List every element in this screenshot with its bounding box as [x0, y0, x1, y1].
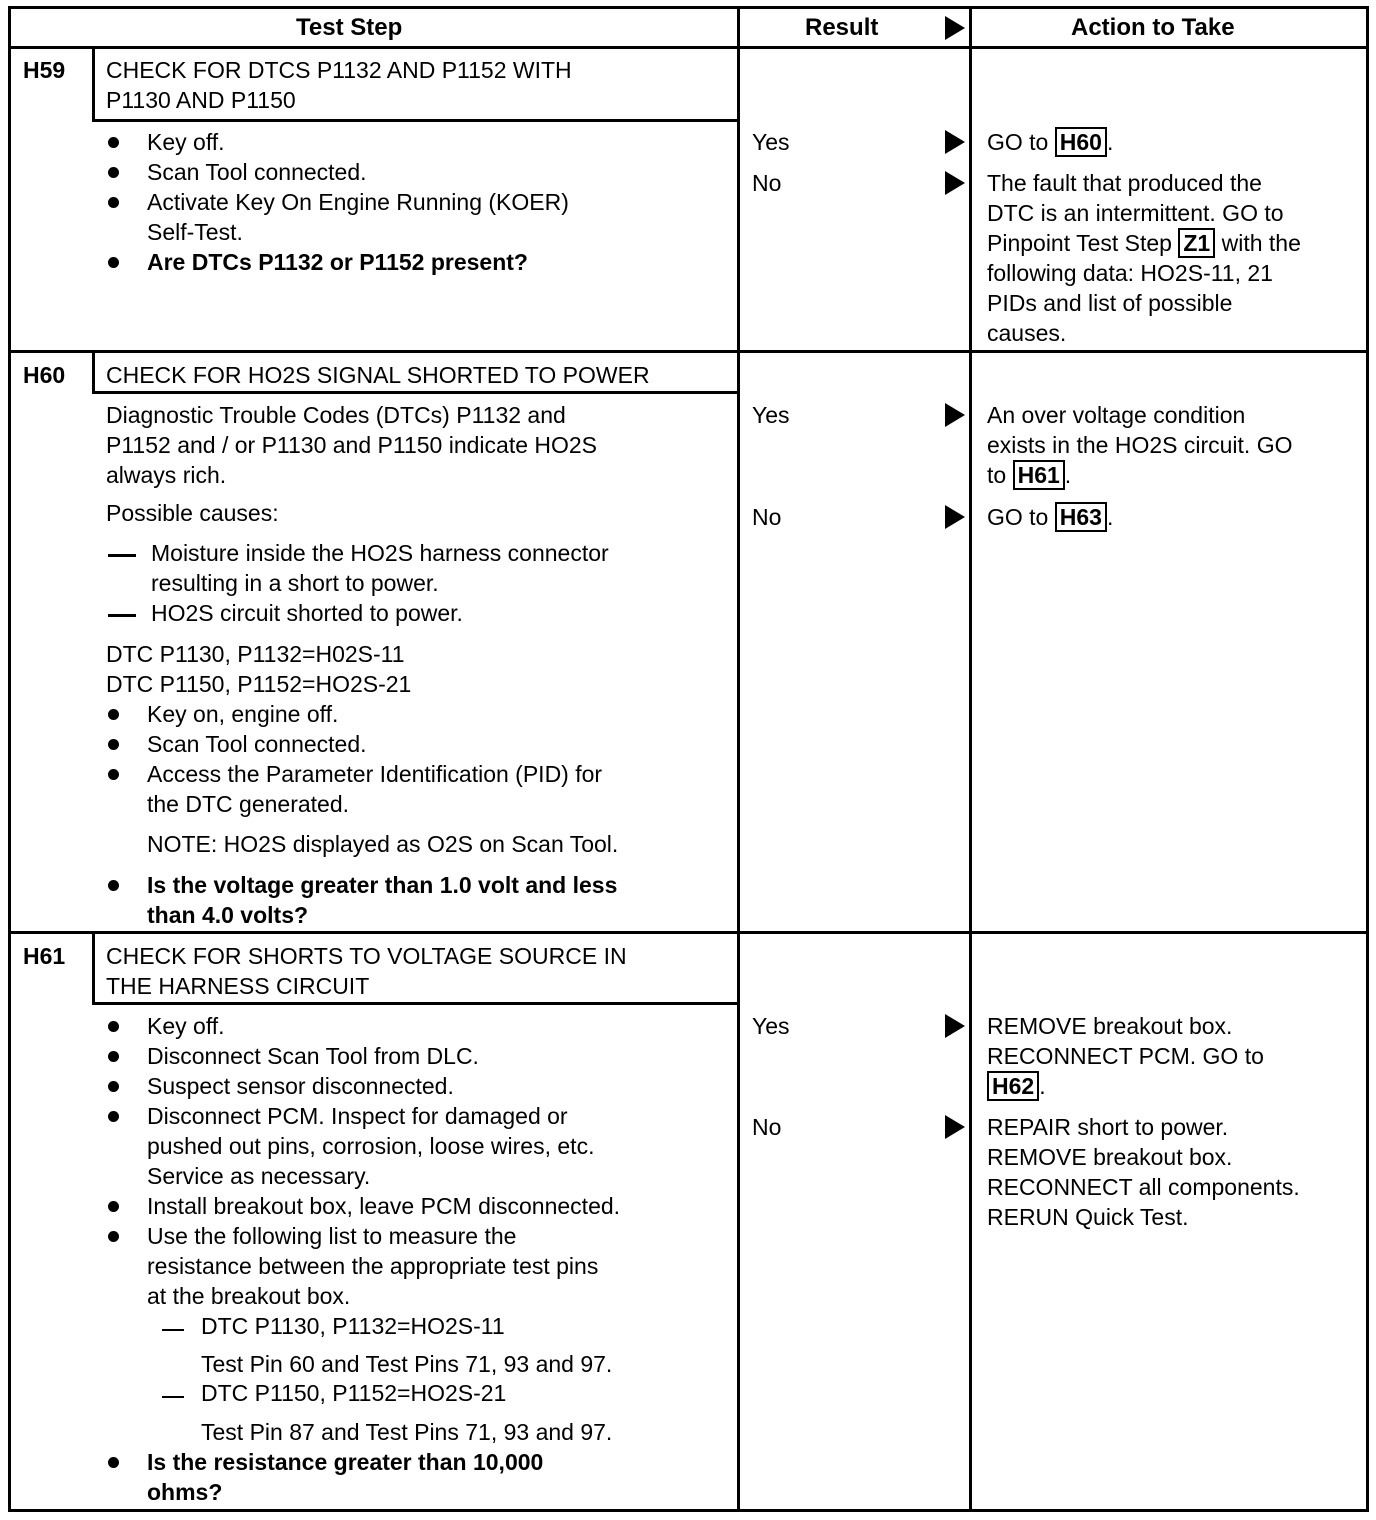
- title-rule-h61: [92, 1002, 737, 1005]
- id-divider-h59: [92, 46, 95, 122]
- bullet-icon: [108, 1201, 119, 1212]
- sub-item: DTC P1150, P1152=HO2S-21: [201, 1380, 507, 1406]
- intro-text: Diagnostic Trouble Codes (DTCs) P1132 and: [106, 402, 566, 428]
- row-rule-h60: [8, 350, 1369, 353]
- step-title-h59: P1130 AND P1150: [106, 87, 296, 113]
- bullet-icon: [108, 1021, 119, 1032]
- result-no: No: [752, 1114, 782, 1140]
- header-result: Result: [805, 14, 879, 41]
- intro-text: always rich.: [106, 462, 227, 488]
- bullet-icon: [108, 1081, 119, 1092]
- action-no: RERUN Quick Test.: [987, 1204, 1189, 1230]
- step-ref-z1[interactable]: Z1: [1178, 228, 1215, 258]
- dash-icon: [108, 554, 136, 557]
- dash-icon: [162, 1329, 184, 1331]
- action-yes: GO to H60 .: [987, 129, 1114, 155]
- step-ref-h63[interactable]: H63: [1055, 502, 1107, 532]
- step-item: Service as necessary.: [147, 1163, 371, 1189]
- title-rule-h60: [92, 391, 737, 394]
- table-border-top: [8, 6, 1369, 9]
- step-item: Use the following list to measure the: [147, 1223, 517, 1249]
- bullet-icon: [108, 880, 119, 891]
- step-question: Is the resistance greater than 10,000: [147, 1449, 544, 1475]
- bullet-icon: [108, 709, 119, 720]
- arrow-icon: [945, 1115, 965, 1139]
- bullet-icon: [108, 739, 119, 750]
- step-item: Install breakout box, leave PCM disconnected.: [147, 1193, 621, 1219]
- col-divider-1: [737, 6, 740, 1512]
- bullet-icon: [108, 1457, 119, 1468]
- step-ref-h62[interactable]: H62: [987, 1071, 1039, 1101]
- arrow-icon: [945, 130, 965, 154]
- result-yes: Yes: [752, 1013, 790, 1039]
- bullet-icon: [108, 167, 119, 178]
- bullet-icon: [108, 1231, 119, 1242]
- action-yes: exists in the HO2S circuit. GO: [987, 432, 1293, 458]
- table-border-left: [8, 6, 11, 1512]
- sub-item: Test Pin 87 and Test Pins 71, 93 and 97.: [201, 1419, 613, 1445]
- action-yes: to H61 .: [987, 462, 1072, 488]
- step-item: the DTC generated.: [147, 791, 350, 817]
- step-title-h61: CHECK FOR SHORTS TO VOLTAGE SOURCE IN: [106, 943, 627, 969]
- dtc-line: DTC P1150, P1152=HO2S-21: [106, 671, 412, 697]
- action-no: REPAIR short to power.: [987, 1114, 1229, 1140]
- action-yes: REMOVE breakout box.: [987, 1013, 1233, 1039]
- action-no: The fault that produced the: [987, 170, 1262, 196]
- step-item: Scan Tool connected.: [147, 731, 367, 757]
- result-yes: Yes: [752, 129, 790, 155]
- step-id-h60: H60: [23, 362, 66, 388]
- sub-item: DTC P1130, P1132=HO2S-11: [201, 1313, 505, 1339]
- header-rule: [8, 46, 1369, 49]
- step-title-h60: CHECK FOR HO2S SIGNAL SHORTED TO POWER: [106, 362, 650, 388]
- step-question: than 4.0 volts?: [147, 902, 309, 928]
- id-divider-h61: [92, 931, 95, 1005]
- step-item: Scan Tool connected.: [147, 159, 367, 185]
- intro-text: P1152 and / or P1130 and P1150 indicate HO2S: [106, 432, 598, 458]
- bullet-icon: [108, 137, 119, 148]
- dash-icon: [162, 1396, 184, 1398]
- id-divider-h60: [92, 350, 95, 394]
- step-item: Key on, engine off.: [147, 701, 339, 727]
- dtc-line: DTC P1130, P1132=H02S-11: [106, 641, 405, 667]
- step-id-h59: H59: [23, 57, 66, 83]
- step-item: Disconnect Scan Tool from DLC.: [147, 1043, 479, 1069]
- cause-item: HO2S circuit shorted to power.: [151, 600, 463, 626]
- row-rule-h61: [8, 931, 1369, 934]
- bullet-icon: [108, 1111, 119, 1122]
- action-no: RECONNECT all components.: [987, 1174, 1300, 1200]
- action-no: causes.: [987, 320, 1067, 346]
- arrow-icon: [945, 171, 965, 195]
- header-action: Action to Take: [1071, 14, 1235, 41]
- header-test-step: Test Step: [296, 14, 403, 41]
- step-item: resistance between the appropriate test pins: [147, 1253, 599, 1279]
- bullet-icon: [108, 1051, 119, 1062]
- step-item: Self-Test.: [147, 219, 243, 245]
- bullet-icon: [108, 769, 119, 780]
- table-border-bottom: [8, 1509, 1369, 1512]
- step-item: Key off.: [147, 1013, 225, 1039]
- step-item: Key off.: [147, 129, 225, 155]
- action-yes: An over voltage condition: [987, 402, 1246, 428]
- sub-item: Test Pin 60 and Test Pins 71, 93 and 97.: [201, 1351, 613, 1377]
- arrow-icon: [945, 1014, 965, 1038]
- result-no: No: [752, 170, 782, 196]
- action-no: PIDs and list of possible: [987, 290, 1233, 316]
- cause-item: resulting in a short to power.: [151, 570, 439, 596]
- col-divider-2: [969, 6, 972, 1512]
- title-rule-h59: [92, 119, 737, 122]
- step-item: Disconnect PCM. Inspect for damaged or: [147, 1103, 568, 1129]
- step-id-h61: H61: [23, 943, 66, 969]
- header-arrow-icon: [945, 16, 965, 40]
- action-yes: H62 .: [987, 1071, 1046, 1101]
- step-title-h61: THE HARNESS CIRCUIT: [106, 973, 370, 999]
- result-no: No: [752, 504, 782, 530]
- note-text: NOTE: HO2S displayed as O2S on Scan Tool.: [147, 831, 619, 857]
- action-no: following data: HO2S-11, 21: [987, 260, 1273, 286]
- arrow-icon: [945, 505, 965, 529]
- step-question: Are DTCs P1132 or P1152 present?: [147, 249, 528, 275]
- bullet-icon: [108, 257, 119, 268]
- step-question: ohms?: [147, 1479, 223, 1505]
- step-question: Is the voltage greater than 1.0 volt and less: [147, 872, 618, 898]
- step-item: Activate Key On Engine Running (KOER): [147, 189, 569, 215]
- step-item: pushed out pins, corrosion, loose wires, etc.: [147, 1133, 595, 1159]
- step-item: Access the Parameter Identification (PID) for: [147, 761, 603, 787]
- step-title-h59: CHECK FOR DTCS P1132 AND P1152 WITH: [106, 57, 572, 83]
- action-no: DTC is an intermittent. GO to: [987, 200, 1284, 226]
- cause-item: Moisture inside the HO2S harness connector: [151, 540, 609, 566]
- action-no: Pinpoint Test Step Z1 with the: [987, 230, 1301, 256]
- action-yes: RECONNECT PCM. GO to: [987, 1043, 1264, 1069]
- table-border-right: [1366, 6, 1369, 1512]
- step-item: Suspect sensor disconnected.: [147, 1073, 454, 1099]
- dash-icon: [108, 614, 136, 617]
- step-ref-h61[interactable]: H61: [1013, 460, 1065, 490]
- action-no: REMOVE breakout box.: [987, 1144, 1233, 1170]
- step-item: at the breakout box.: [147, 1283, 351, 1309]
- result-yes: Yes: [752, 402, 790, 428]
- action-no: GO to H63 .: [987, 504, 1114, 530]
- arrow-icon: [945, 403, 965, 427]
- possible-causes-label: Possible causes:: [106, 500, 279, 526]
- step-ref-h60[interactable]: H60: [1055, 127, 1107, 157]
- bullet-icon: [108, 197, 119, 208]
